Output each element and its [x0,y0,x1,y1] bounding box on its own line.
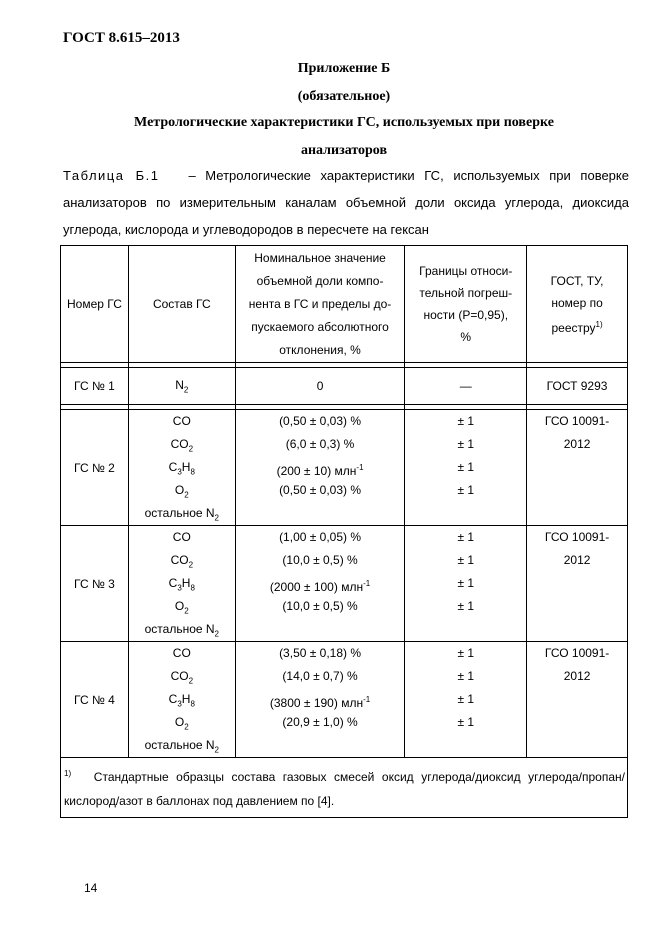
gas-composition: CO $CO_2$ $C_3H_8$ $O_2$ остальное $N_2$ [128,526,235,642]
table-caption [63,162,629,189]
gas-composition: CO $CO_2$ $C_3H_8$ $O_2$ остальное $N_2$ [128,410,235,526]
gas-number: ГС № 1 [61,368,129,405]
nominal-value: 0 [235,368,405,405]
appendix-heading: Метрологические характеристики ГС, используемых при поверке [134,115,554,130]
header-error-bounds: Границы относи- тельной погреш- ности (Р=0,95), % [405,246,527,363]
table-row [61,368,628,405]
appendix-status: (обязательное) [297,89,391,104]
registry-number: ГСО 10091- 2012 [527,410,628,526]
header-composition: Состав ГС [128,246,235,363]
table-row [61,642,628,758]
error-bound: — [405,368,527,405]
nominal-value: (3,50 ± 0,18) % (14,0 ± 0,7) % (3800 ± 190) млн$^{-1}$ (20,9 ± 1,0) % [235,642,405,758]
header-number: Номер ГС [61,246,129,363]
gas-number: ГС № 4 [61,642,129,758]
error-bound: ± 1 ± 1 ± 1 ± 1 [405,642,527,758]
table-caption-line2: анализаторов по измерительным каналам объемной доли оксида углерода, диоксида [63,195,629,210]
nominal-value: (1,00 ± 0,05) % (10,0 ± 0,5) % (2000 ± 100) млн$^{-1}$ (10,0 ± 0,5) % [235,526,405,642]
appendix-heading-cont: анализаторов [300,143,388,158]
gas-composition: CO $CO_2$ $C_3H_8$ $O_2$ остальное $N_2$ [128,642,235,758]
table-footnote [61,758,628,818]
table-caption-line3: углерода, кислорода и углеводородов в пересчете на гексан [63,222,429,237]
footnote-mark: 1) [64,769,72,778]
page-number: 14 [84,881,98,895]
nominal-value: (0,50 ± 0,03) % (6,0 ± 0,3) % (200 ± 10) млн$^{-1}$ (0,50 ± 0,03) % [235,410,405,526]
header-nominal-value: Номинальное значение объемной доли компо- нента в ГС и пределы до- пускаемого абсолютного отклонения, % [235,246,405,363]
header-registry: ГОСТ, ТУ, номер по реестру$^{1)}$ [527,246,628,363]
gas-mixtures-table [60,245,628,818]
gas-number: ГС № 2 [61,410,129,526]
gas-composition: $N_2$ [128,368,235,405]
error-bound: ± 1 ± 1 ± 1 ± 1 [405,526,527,642]
table-caption-text: – Метрологические характеристики ГС, используемых при поверке [188,168,629,183]
document-id: ГОСТ 8.615–2013 [63,30,180,46]
table-row [61,410,628,526]
table-footnote-row [61,758,628,818]
registry-number: ГСО 10091- 2012 [527,526,628,642]
footnote-text: Стандартные образцы состава газовых смесей оксид углерода/диоксид углерода/пропан/кислород/азот в баллонах под давлением по [4]. [64,770,625,808]
table-label: Таблица Б.1 [63,168,160,183]
registry-number: ГОСТ 9293 [527,368,628,405]
table-header-row [61,246,628,363]
appendix-title: Приложение Б [297,61,391,76]
registry-number: ГСО 10091- 2012 [527,642,628,758]
table-row [61,526,628,642]
gas-number: ГС № 3 [61,526,129,642]
error-bound: ± 1 ± 1 ± 1 ± 1 [405,410,527,526]
